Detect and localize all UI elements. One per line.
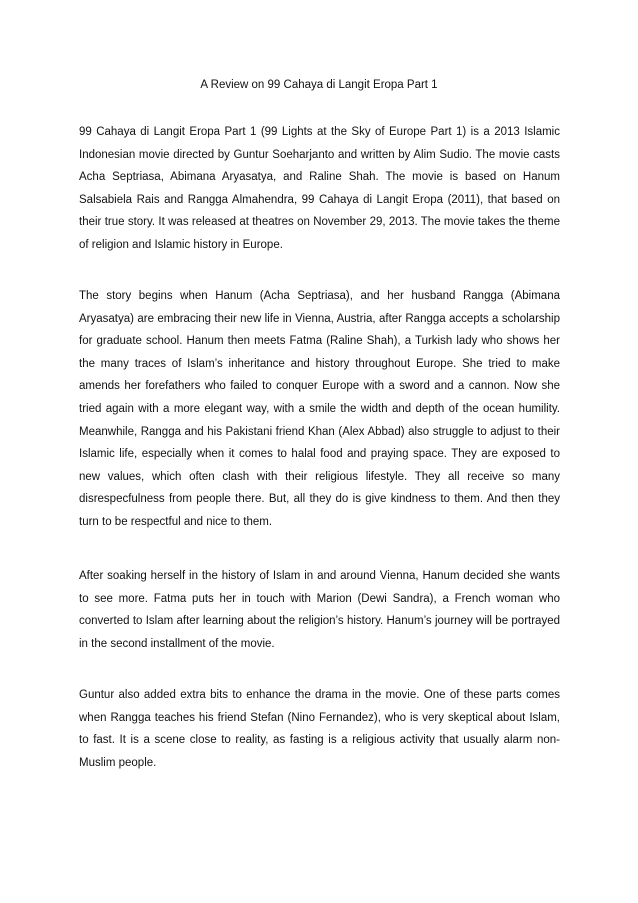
document-title: A Review on 99 Cahaya di Langit Eropa Part 1 — [200, 79, 438, 91]
paragraph-story: The story begins when Hanum (Acha Septriasa), and her husband Rangga (Abimana Aryasatya) are embracing their new life in Vienna, Austria, after Rangga accepts a scholarship for graduate school. Hanum then meets Fatma (Raline Shah), a Turkish lady who shows her the many traces of Islam’s inheritance and history throughout Europe. She tried to make amends her forefathers who failed to conquer Europe with a sword and a cannon. Now she tried again with a more elegant way, with a smile the width and depth of the ocean humility. Meanwhile, Rangga and his Pakistani friend Khan (Alex Abbad) also struggle to adjust to their Islamic life, especially when it comes to halal food and praying space. They are exposed to new values, which often clash with their religious lifestyle. They all receive so many disrespecfulness from people there. But, all they do is give kindness to them. And then they turn to be respectful and nice to them. — [79, 290, 560, 528]
paragraph-drama: Guntur also added extra bits to enhance the drama in the movie. One of these parts comes when Rangga teaches his friend Stefan (Nino Fernandez), who is very skeptical about Islam, to fast. It is a scene close to reality, as fasting is a religious activity that usually alarm non-Muslim people. — [79, 689, 560, 769]
paragraph-journey: After soaking herself in the history of Islam in and around Vienna, Hanum decided she wants to see more. Fatma puts her in touch with Marion (Dewi Sandra), a French woman who converted to Islam after learning about the religion’s history. Hanum’s journey will be portrayed in the second installment of the movie. — [79, 570, 560, 650]
paragraph-intro: 99 Cahaya di Langit Eropa Part 1 (99 Lights at the Sky of Europe Part 1) is a 2013 Islamic Indonesian movie directed by Guntur Soeharjanto and written by Alim Sudio. The movie casts Acha Septriasa, Abimana Aryasatya, and Raline Shah. The movie is based on Hanum Salsabiela Rais and Rangga Almahendra, 99 Cahaya di Langit Eropa (2011), that based on their true story. It was released at theatres on November 29, 2013. The movie takes the theme of religion and Islamic history in Europe. — [79, 126, 560, 251]
